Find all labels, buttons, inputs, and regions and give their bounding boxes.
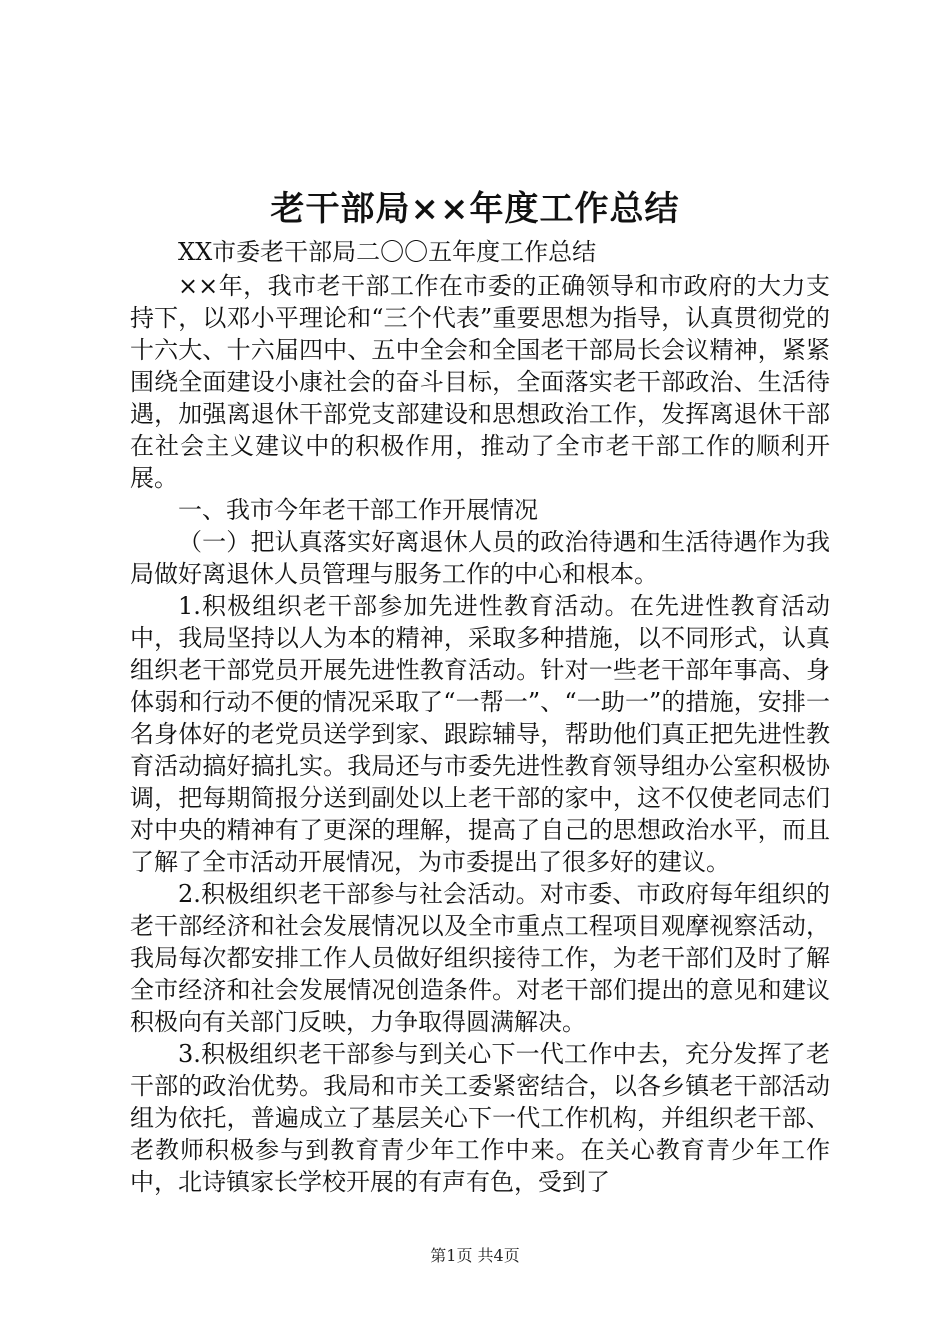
page-number-footer: 第1页 共4页 [430,1246,520,1265]
paragraph-item-1: 1.积极组织老干部参加先进性教育活动。在先进性教育活动中，我局坚持以人为本的精神，采取多种措施，以不同形式，认真组织老干部党员开展先进性教育活动。针对一些老干部年事高、身体弱和行动不便的情况采取了“一帮一”、“一助一”的措施，安排一名身体好的老党员送学到家、跟踪辅导，帮助他们真正把先进性教育活动搞好搞扎实。我局还与市委先进性教育领导组办公室积极协调，把每期简报分送到副处以上老干部的家中，这不仅使老同志们对中央的精神有了更深的理解，提高了自己的思想政治水平，而且了解了全市活动开展情况，为市委提出了很多好的建议。 [130,592,830,876]
paragraph-intro: ××年，我市老干部工作在市委的正确领导和市政府的大力支持下，以邓小平理论和“三个代表”重要思想为指导，认真贯彻党的十六大、十六届四中、五中全会和全国老干部局长会议精神，紧紧围绕全面建设小康社会的奋斗目标，全面落实老干部政治、生活待遇，加强离退休干部党支部建设和思想政治工作，发挥离退休干部在社会主义建议中的积极作用，推动了全市老干部工作的顺利开展。 [130,272,830,492]
section-heading-1: 一、我市今年老干部工作开展情况 [178,496,538,524]
paragraph-item-3: 3.积极组织老干部参与到关心下一代工作中去，充分发挥了老干部的政治优势。我局和市关工委紧密结合，以各乡镇老干部活动组为依托，普遍成立了基层关心下一代工作机构，并组织老干部、老教师积极参与到教育青少年工作中来。在关心教育青少年工作中，北诗镇家长学校开展的有声有色，受到了 [130,1040,830,1196]
paragraph-subtitle: XX市委老干部局二〇〇五年度工作总结 [178,238,597,266]
document-title: 老干部局××年度工作总结 [270,189,680,229]
subsection-heading-1: （一）把认真落实好离退休人员的政治待遇和生活待遇作为我局做好离退休人员管理与服务工作的中心和根本。 [130,528,830,588]
paragraph-item-2: 2.积极组织老干部参与社会活动。对市委、市政府每年组织的老干部经济和社会发展情况以及全市重点工程项目观摩视察活动，我局每次都安排工作人员做好组织接待工作，为老干部们及时了解全市经济和社会发展情况创造条件。对老干部们提出的意见和建议积极向有关部门反映，力争取得圆满解决。 [130,880,830,1036]
document-body [130,236,830,1198]
